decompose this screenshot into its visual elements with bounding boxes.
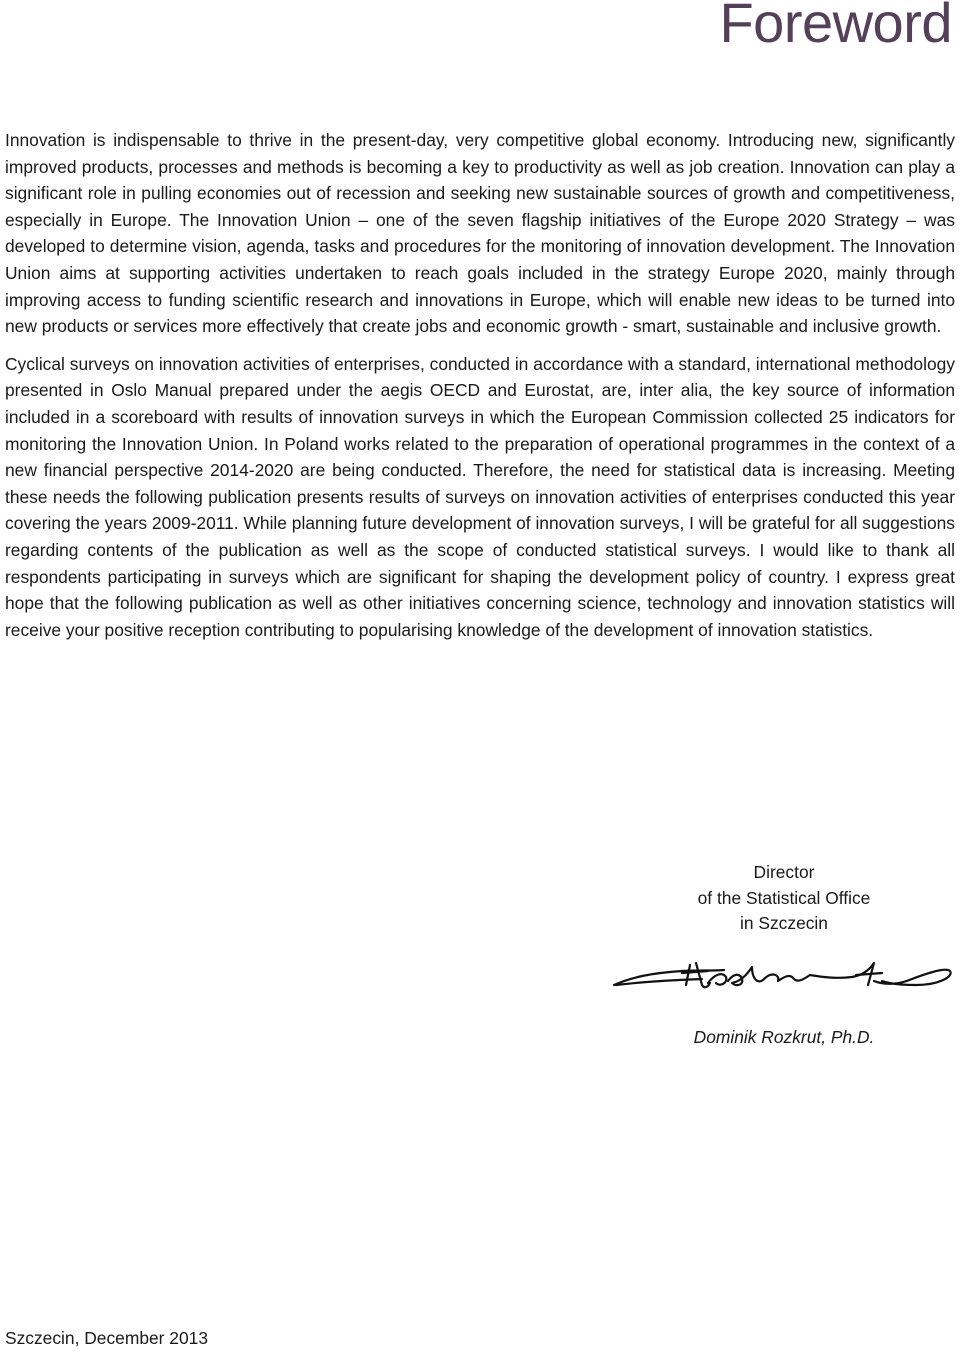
role-line-2: of the Statistical Office bbox=[697, 887, 871, 908]
handwritten-signature bbox=[612, 955, 956, 1003]
signature-block bbox=[612, 860, 956, 1048]
place-and-date: Szczecin, December 2013 bbox=[5, 1328, 208, 1348]
paragraph-1: Innovation is indispensable to thrive in the present-day, very competitive global economy. Introducing new, significantly improved products, processes and methods is becoming a key to productivity as well as job creation. Innovation can play a significant role in pulling economies out of recession and seeking new sustainable sources of growth and competitiveness, especially in Europe. The Innovation Union – one of the seven flagship initiatives of the Europe 2020 Strategy – was developed to determine vision, agenda, tasks and procedures for the monitoring of innovation development. The Innovation Union aims at supporting activities undertaken to reach goals included in the strategy Europe 2020, mainly through improving access to funding scientific research and innovations in Europe, which will enable new ideas to be turned into new products or services more effectively that create jobs and economic growth - smart, sustainable and inclusive growth. bbox=[5, 130, 955, 337]
role-line-1: Director bbox=[753, 862, 815, 882]
paragraph-2: Cyclical surveys on innovation activities of enterprises, conducted in accordance with a standard, international methodology presented in Oslo Manual prepared under the aegis OECD and Eurostat, are, inter alia, the key source of information included in a scoreboard with results of innovation surveys in which the European Commission collected 25 indicators for monitoring the Innovation Union. In Poland works related to the preparation of operational programmes in the context of a new financial perspective 2014-2020 are being conducted. Therefore, the need for statistical data is increasing. Meeting these needs the following publication presents results of surveys on innovation activities of enterprises conducted this year covering the years 2009-2011. While planning future development of innovation surveys, I will be grateful for all suggestions regarding contents of the publication as well as the scope of conducted statistical surveys. I would like to thank all respondents participating in surveys which are significant for shaping the development policy of country. I express great hope that the following publication as well as other initiatives concerning science, technology and innovation statistics will receive your positive reception contributing to popularising knowledge of the development of innovation statistics. bbox=[5, 353, 955, 640]
page-title: Foreword bbox=[719, 0, 952, 54]
role-line-3: in Szczecin bbox=[740, 913, 828, 933]
signatory-name: Dominik Rozkrut, Ph.D. bbox=[693, 1026, 875, 1047]
signatory-role bbox=[612, 860, 956, 937]
foreword-body bbox=[5, 127, 955, 654]
